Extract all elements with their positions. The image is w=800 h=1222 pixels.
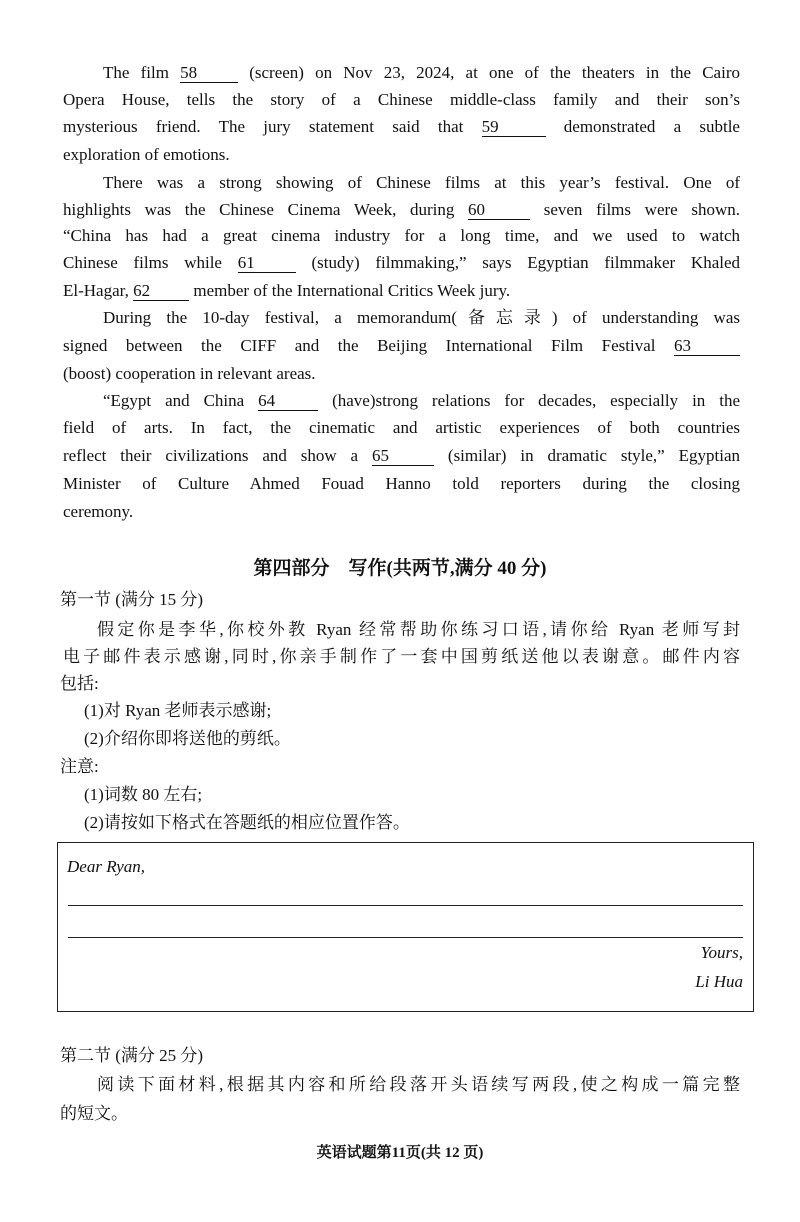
passage-line — [103, 62, 740, 84]
passage-line — [103, 172, 740, 194]
section1-prompt-line: 假定你是李华,你校外教 Ryan 经常帮助你练习口语,请你给 Ryan 老师写封 — [97, 620, 740, 639]
passage-text: reflect their civilizations and show a — [63, 446, 373, 465]
passage-text: (have)strong relations for decades, especially in the — [318, 391, 741, 410]
letter-greeting: Dear Ryan, — [67, 857, 146, 876]
passage-text: ceremony. — [63, 502, 134, 521]
passage-line — [63, 116, 740, 138]
section1-prompt-line: 电子邮件表示感谢,同时,你亲手制作了一套中国剪纸送他以表谢意。邮件内容 — [63, 647, 740, 666]
content-point: (1)对 Ryan 老师表示感谢; — [84, 701, 272, 720]
passage-text: demonstrated a subtle — [545, 117, 740, 136]
note-item: (1)词数 80 左右; — [84, 785, 203, 804]
content-point: (2)介绍你即将送他的剪纸。 — [84, 729, 291, 748]
passage-line — [63, 144, 740, 166]
answer-blank: 58 — [180, 63, 238, 83]
passage-text: Chinese films while — [63, 253, 238, 272]
passage-line — [63, 199, 740, 221]
passage-line — [63, 445, 740, 467]
section2-prompt-line: 阅读下面材料,根据其内容和所给段落开头语续写两段,使之构成一篇完整 — [97, 1075, 740, 1094]
note-item: (2)请按如下格式在答题纸的相应位置作答。 — [84, 813, 410, 832]
passage-text: highlights was the Chinese Cinema Week, during — [63, 200, 469, 219]
passage-line — [63, 280, 740, 302]
passage-text: (similar) in dramatic style,” Egyptian — [434, 446, 740, 465]
passage-text: “China has had a great cinema industry for a long time, and we used to watch — [63, 226, 740, 245]
passage-line — [63, 225, 740, 247]
answer-blank: 63 — [674, 336, 740, 356]
section1-title: 第一节 (满分 15 分) — [60, 590, 204, 609]
writing-line — [68, 905, 743, 906]
answer-blank: 62 — [133, 281, 189, 301]
section2-prompt-line: 的短文。 — [60, 1104, 128, 1123]
passage-line — [63, 89, 740, 111]
passage-text: seven films were shown. — [530, 200, 740, 219]
passage-text: Minister of Culture Ahmed Fouad Hanno told reporters during the closing — [63, 474, 740, 493]
passage-text: (study) filmmaking,” says Egyptian filmmaker Khaled — [295, 253, 741, 272]
passage-text: The film — [103, 63, 181, 82]
passage-text: (boost) cooperation in relevant areas. — [63, 364, 316, 383]
answer-blank: 59 — [482, 117, 546, 137]
passage-line — [63, 252, 740, 274]
writing-line — [68, 937, 743, 938]
passage-line — [103, 307, 740, 329]
passage-line — [63, 417, 740, 439]
answer-blank: 60 — [468, 200, 530, 220]
passage-text: There was a strong showing of Chinese films at this year’s festival. One of — [103, 173, 740, 192]
passage-text: During the 10-day festival, a memorandum(备忘录) of understanding was — [103, 308, 740, 327]
passage-line — [103, 390, 740, 412]
passage-text: exploration of emotions. — [63, 145, 230, 164]
passage-line — [63, 335, 740, 357]
passage-text: member of the International Critics Week jury. — [189, 281, 511, 300]
passage-text: field of arts. In fact, the cinematic and artistic experiences of both countries — [63, 418, 740, 437]
page-footer: 英语试题第11页(共 12 页) — [316, 1145, 484, 1161]
section2-title: 第二节 (满分 25 分) — [60, 1046, 204, 1065]
answer-blank: 64 — [258, 391, 318, 411]
letter-signature: Li Hua — [695, 972, 743, 991]
passage-text: El-Hagar, — [63, 281, 134, 300]
part-four-title: 第四部分 写作(共两节,满分 40 分) — [253, 558, 547, 579]
section1-prompt-line: 包括: — [60, 674, 99, 693]
letter-closing: Yours, — [700, 943, 743, 962]
passage-line — [63, 473, 740, 495]
passage-line — [63, 363, 740, 385]
passage-text: Opera House, tells the story of a Chinese middle-class family and their son’s — [63, 90, 740, 109]
passage-line — [63, 501, 740, 523]
passage-text: (screen) on Nov 23, 2024, at one of the theaters in the Cairo — [238, 63, 740, 82]
passage-text: signed between the CIFF and the Beijing International Film Festival — [63, 336, 674, 355]
passage-text: mysterious friend. The jury statement said that — [63, 117, 482, 136]
answer-blank: 65 — [372, 446, 434, 466]
note-label: 注意: — [60, 757, 99, 776]
passage-text: “Egypt and China — [103, 391, 259, 410]
answer-blank: 61 — [238, 253, 296, 273]
letter-answer-box — [57, 842, 754, 1012]
